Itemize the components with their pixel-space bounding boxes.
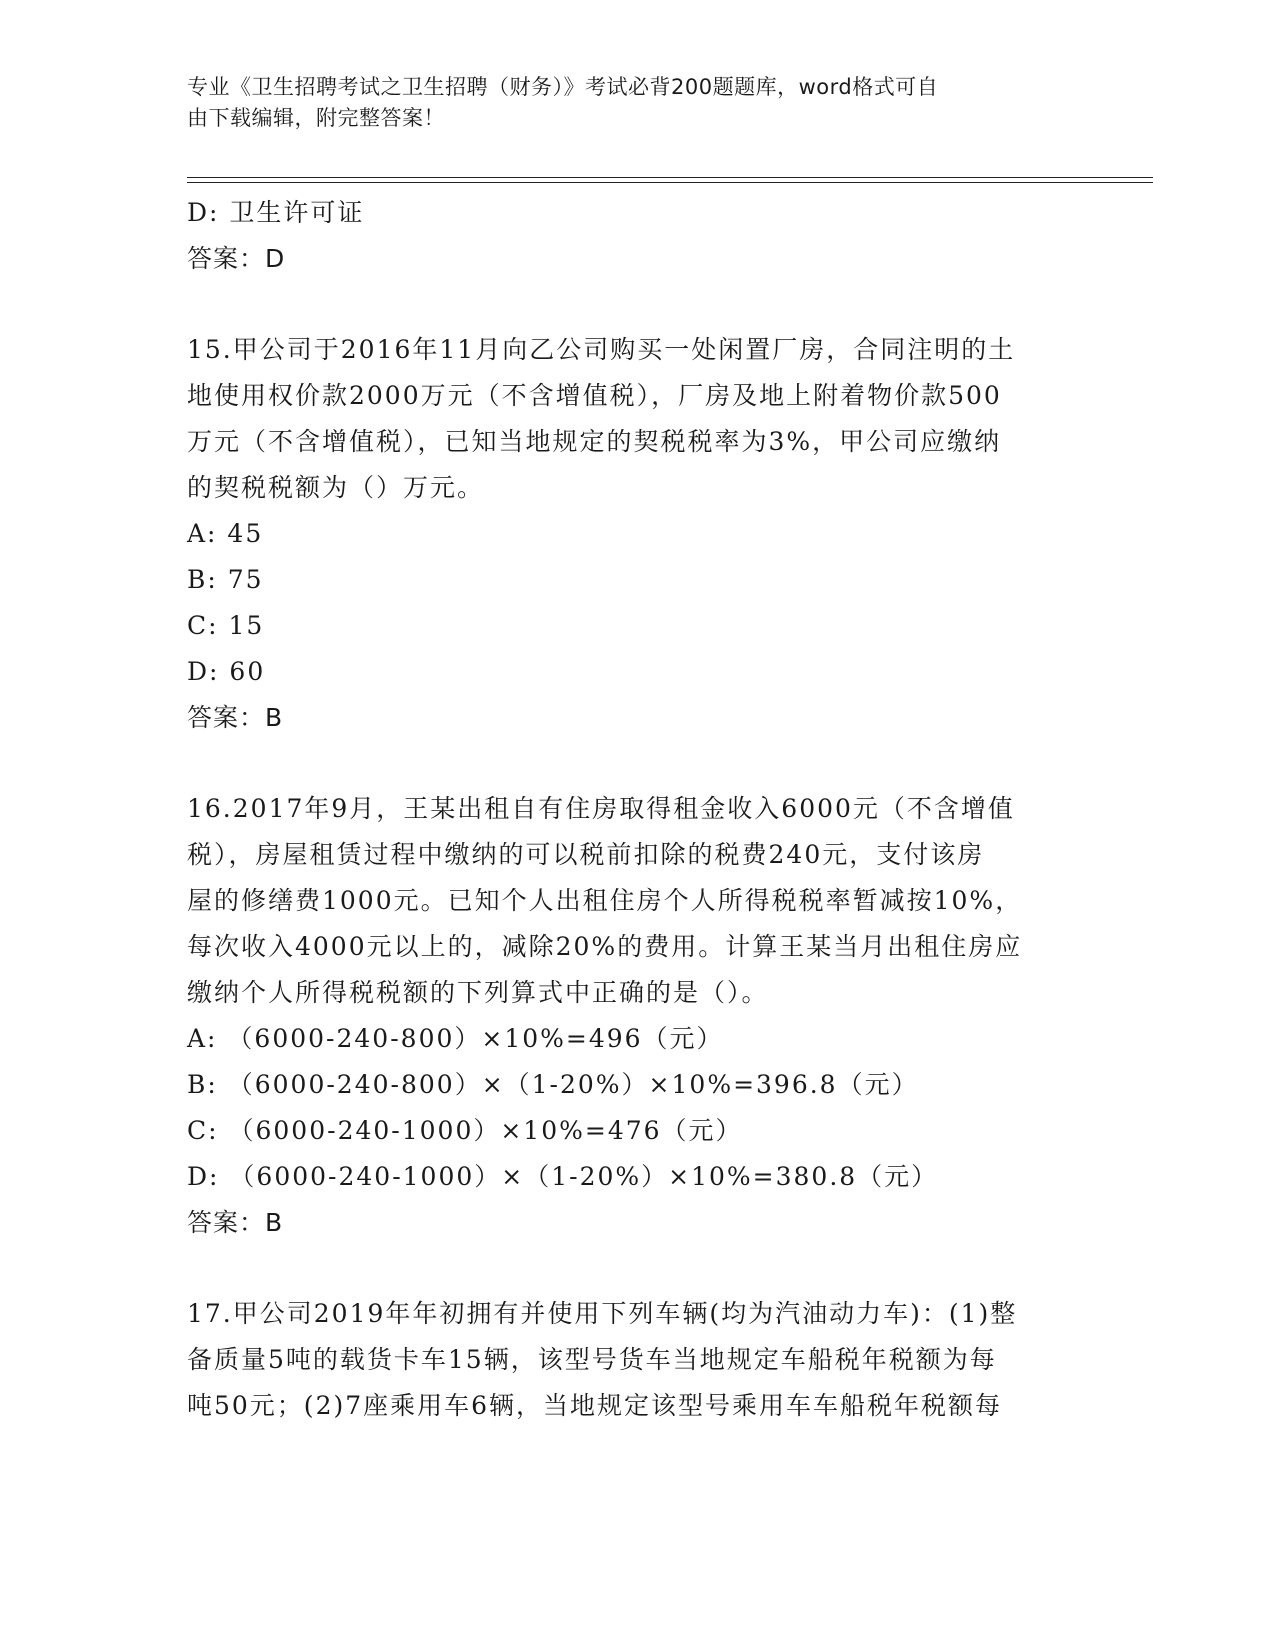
option-c: C: （6000-240-1000）×10%=476（元） (187, 1116, 743, 1145)
option-b: B: （6000-240-800）×（1-20%）×10%=396.8（元） (187, 1070, 919, 1099)
document-header (187, 72, 1067, 134)
option-c: C: 15 (187, 611, 265, 640)
question-text-line: 缴纳个人所得税税额的下列算式中正确的是（）。 (187, 978, 769, 1007)
question-text-line: 的契税税额为（）万元。 (187, 473, 485, 502)
question-text-line: 备质量5吨的载货卡车15辆，该型号货车当地规定车船税年税额为每 (187, 1345, 997, 1374)
question-text-line: 万元（不含增值税），已知当地规定的契税税率为3%，甲公司应缴纳 (187, 427, 1002, 456)
question-text-line: 每次收入4000元以上的，减除20%的费用。计算王某当月出租住房应 (187, 932, 1023, 961)
option-d: D: 60 (187, 657, 266, 686)
question-text-line: 17.甲公司2019年年初拥有并使用下列车辆(均为汽油动力车)：(1)整 (187, 1299, 1018, 1328)
option-d: D: 卫生许可证 (187, 198, 365, 227)
question-text-line: 吨50元；(2)7座乘用车6辆，当地规定该型号乘用车车船税年税额每 (187, 1391, 1003, 1420)
question-text-line: 税），房屋租赁过程中缴纳的可以税前扣除的税费240元，支付该房 (187, 840, 985, 869)
header-divider-top (187, 177, 1153, 178)
question-text-line: 地使用权价款2000万元（不含增值税），厂房及地上附着物价款500 (187, 381, 1002, 410)
answer: 答案：B (187, 1208, 284, 1237)
answer: 答案：B (187, 703, 284, 732)
option-a: A: （6000-240-800）×10%=496（元） (187, 1024, 724, 1053)
option-a: A: 45 (187, 519, 264, 548)
option-d: D: （6000-240-1000）×（1-20%）×10%=380.8（元） (187, 1162, 939, 1191)
header-divider-bottom (187, 182, 1153, 183)
question-text-line: 16.2017年9月，王某出租自有住房取得租金收入6000元（不含增值 (187, 794, 1015, 823)
answer: 答案：D (187, 244, 286, 273)
option-b: B: 75 (187, 565, 264, 594)
header-line-2: 由下载编辑，附完整答案！ (187, 106, 445, 130)
question-17 (187, 1291, 1087, 1429)
question-16 (187, 786, 1087, 1246)
document-body (187, 190, 1087, 1429)
question-15 (187, 327, 1087, 741)
header-line-1: 专业《卫生招聘考试之卫生招聘（财务）》考试必背200题题库，word格式可自 (187, 75, 939, 99)
question-text-line: 屋的修缮费1000元。已知个人出租住房个人所得税税率暂减按10%， (187, 886, 1023, 915)
question-text-line: 15.甲公司于2016年11月向乙公司购买一处闲置厂房，合同注明的土 (187, 335, 1016, 364)
